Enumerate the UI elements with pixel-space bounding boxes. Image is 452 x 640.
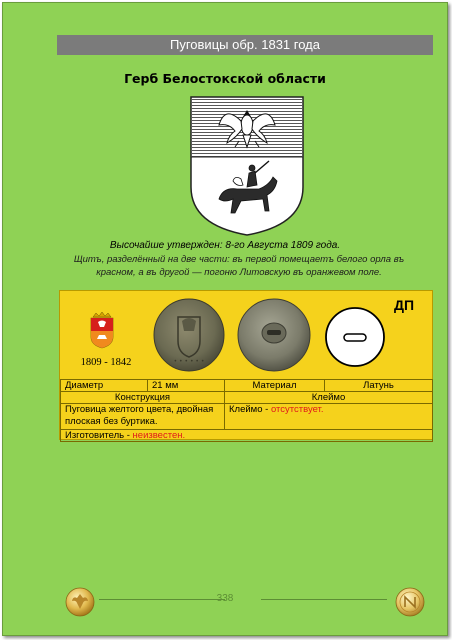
button-schematic-icon — [324, 306, 386, 368]
coat-description: Щитъ, разделённый на две части: въ первой помещаетъ белого орла въ красном, а въ другой — погоню Литовскую въ оранжевом поле. — [73, 254, 405, 278]
header-title: Пуговицы обр. 1831 года — [57, 35, 433, 55]
table-row — [61, 430, 433, 442]
years-label: 1809 - 1842 — [80, 357, 132, 368]
table-row — [61, 380, 433, 392]
mark-text — [225, 404, 433, 430]
button-front-image — [152, 297, 226, 373]
coat-of-arms-image — [189, 95, 305, 237]
belostok-emblem-icon — [90, 311, 114, 349]
maker-prefix: Изготовитель - — [65, 430, 133, 441]
button-card — [59, 290, 433, 440]
table-row — [61, 392, 433, 404]
material-label: Материал — [225, 380, 325, 392]
table-row — [61, 404, 433, 430]
construction-label: Конструкция — [61, 392, 225, 404]
construction-text: Пуговица желтого цвета, двойная плоская без буртика. — [61, 404, 225, 430]
page-number: 338 — [216, 593, 234, 604]
eagle-button-icon — [65, 587, 95, 617]
monogram-button-icon — [395, 587, 425, 617]
maker-text — [61, 430, 433, 442]
mark-value: отсутствует. — [270, 404, 324, 415]
maker-value: неизвестен. — [132, 430, 186, 441]
section-title: Герб Белостокской области — [124, 71, 326, 86]
diameter-value: 21 мм — [148, 380, 225, 392]
mark-prefix: Клеймо - — [229, 404, 271, 415]
specs-table — [60, 379, 433, 442]
type-code: ДП — [394, 297, 415, 313]
material-value: Латунь — [325, 380, 433, 392]
decree-text: Высочайше утвержден: 8-го Августа 1809 года. — [109, 240, 341, 251]
svg-text:• • • • • •: • • • • • • — [173, 358, 205, 365]
diameter-label: Диаметр — [61, 380, 148, 392]
mark-label: Клеймо — [225, 392, 433, 404]
card-images — [60, 291, 434, 379]
page — [2, 2, 448, 636]
button-back-image — [236, 297, 312, 373]
